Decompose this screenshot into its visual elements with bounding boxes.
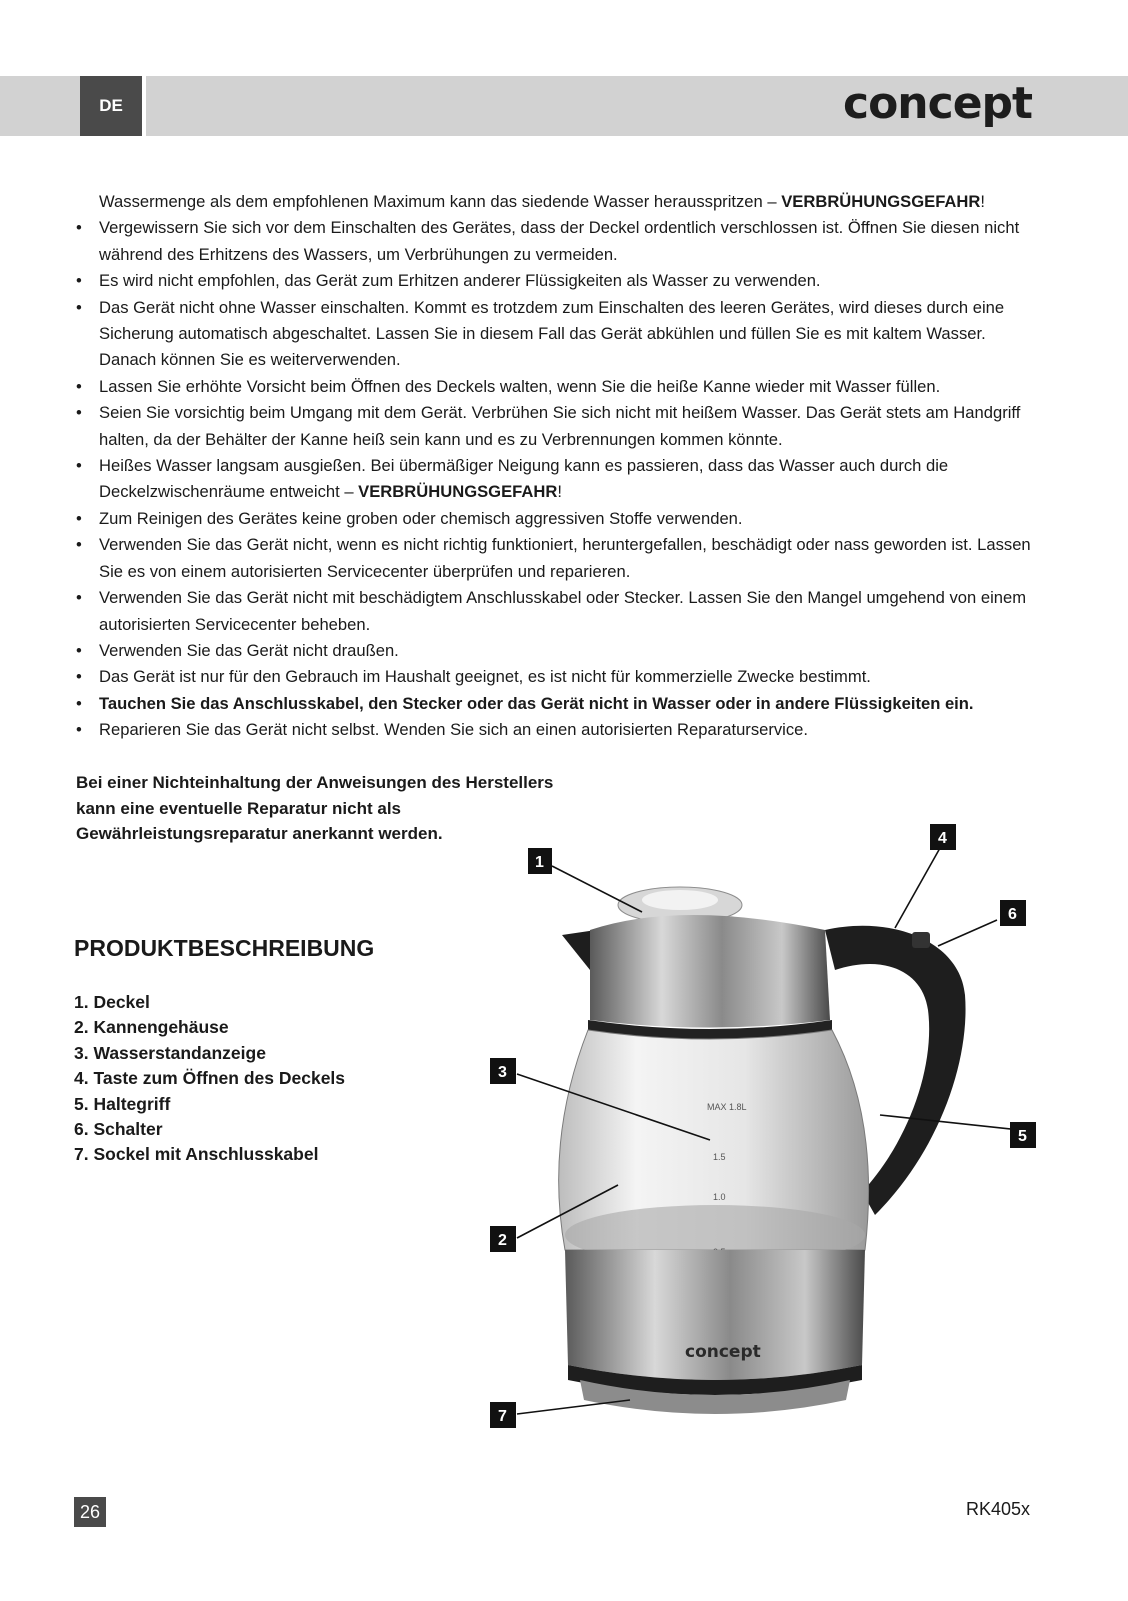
bullet-marker: • bbox=[76, 640, 82, 660]
bullet-marker: • bbox=[76, 297, 82, 317]
text-run: ! bbox=[980, 192, 985, 211]
bullet-item bbox=[76, 374, 1036, 400]
bullet-item bbox=[76, 532, 1036, 585]
callout-5: 5 bbox=[1018, 1128, 1027, 1145]
divider bbox=[142, 76, 146, 136]
bullet-marker: • bbox=[76, 508, 82, 528]
emphasis-text: VERBRÜHUNGSGEFAHR bbox=[781, 192, 981, 211]
bullet-item bbox=[76, 268, 1036, 294]
emphasis-text: Tauchen Sie das Anschlusskabel, den Stecker oder das Gerät nicht in Wasser oder in andere Flüssigkeiten ein. bbox=[99, 693, 974, 713]
paragraph bbox=[76, 189, 1036, 215]
top-collar bbox=[590, 915, 830, 1028]
callout-1: 1 bbox=[535, 854, 544, 871]
text-run: ! bbox=[557, 482, 562, 502]
part-item: 2. Kannengehäuse bbox=[74, 1017, 229, 1038]
text-run: Das Gerät ist nur für den Gebrauch im Haushalt geeignet, es ist nicht für kommerzielle Zwecke bestimmt. bbox=[99, 667, 871, 687]
bullet-item bbox=[76, 400, 1036, 453]
callout-2: 2 bbox=[498, 1232, 507, 1249]
bullet-item bbox=[76, 664, 1036, 690]
bullet-marker: • bbox=[76, 667, 82, 687]
text-run: Zum Reinigen des Gerätes keine groben oder chemisch aggressiven Stoffe verwenden. bbox=[99, 508, 743, 528]
text-run: Wassermenge als dem empfohlenen Maximum kann das siedende Wasser herausspritzen – bbox=[99, 192, 782, 211]
kettle-illustration bbox=[470, 820, 1070, 1440]
bullet-marker: • bbox=[76, 403, 82, 423]
section-title: PRODUKTBESCHREIBUNG bbox=[74, 935, 375, 961]
kettle-brand: concept bbox=[685, 1342, 761, 1362]
notice-line: kann eine eventuelle Reparatur nicht als bbox=[76, 798, 402, 818]
bullet-item bbox=[76, 295, 1036, 374]
bullet-marker: • bbox=[76, 588, 82, 608]
callout-6: 6 bbox=[1008, 906, 1017, 923]
part-item: 6. Schalter bbox=[74, 1119, 163, 1140]
text-run: Heißes Wasser langsam ausgießen. Bei übermäßiger Neigung kann es passieren, dass das Wasser auch durch die Deckelzwischenräume entweicht – bbox=[99, 456, 949, 502]
scale-mark: 1.0 bbox=[713, 1192, 726, 1202]
part-item: 4. Taste zum Öffnen des Deckels bbox=[74, 1068, 346, 1089]
bullet-marker: • bbox=[76, 218, 82, 238]
text-run: Reparieren Sie das Gerät nicht selbst. Wenden Sie sich an einen autorisierten Reparaturservice. bbox=[99, 720, 808, 740]
scale-mark: 1.5 bbox=[713, 1152, 726, 1162]
part-item: 3. Wasserstandanzeige bbox=[74, 1042, 266, 1063]
bullet-item bbox=[76, 691, 1036, 717]
text-run: Verwenden Sie das Gerät nicht mit beschädigtem Anschlusskabel oder Stecker. Lassen Sie den Mangel umgehend von einem autorisierten Servicecenter beheben. bbox=[99, 588, 1027, 634]
text-run: Das Gerät nicht ohne Wasser einschalten. Kommt es trotzdem zum Einschalten des leeren Gerätes, wird dieses durch eine Sicherung automatisch abgeschaltet. Lassen Sie in diesem Fall das Gerät abkühlen und füllen Sie es mit kaltem Wasser. Danach können Sie es weiterverwenden. bbox=[99, 297, 1005, 370]
text-run: Verwenden Sie das Gerät nicht draußen. bbox=[99, 640, 399, 660]
bullet-marker: • bbox=[76, 693, 82, 713]
bullet-item bbox=[76, 585, 1036, 638]
bullet-item bbox=[76, 215, 1036, 268]
callout-3: 3 bbox=[498, 1064, 507, 1081]
bullet-marker: • bbox=[76, 535, 82, 555]
bullet-marker: • bbox=[76, 456, 82, 476]
emphasis-text: VERBRÜHUNGSGEFAHR bbox=[358, 482, 558, 502]
callout-4: 4 bbox=[938, 830, 947, 847]
callout-7: 7 bbox=[498, 1408, 507, 1425]
bullet-item bbox=[76, 506, 1036, 532]
parts-list bbox=[74, 990, 345, 1168]
brand-logo: concept bbox=[843, 78, 1033, 129]
page-number: 26 bbox=[74, 1497, 106, 1527]
bullet-item bbox=[76, 638, 1036, 664]
language-badge: DE bbox=[80, 76, 142, 136]
text-run: Verwenden Sie das Gerät nicht, wenn es nicht richtig funktioniert, heruntergefallen, beschädigt oder nass geworden ist. Lassen Sie es von einem autorisierten Servicecenter überprüfen und reparieren. bbox=[99, 535, 1031, 581]
part-item: 5. Haltegriff bbox=[74, 1093, 171, 1114]
bullet-item bbox=[76, 453, 1036, 506]
text-run: Lassen Sie erhöhte Vorsicht beim Öffnen des Deckels walten, wenn Sie die heiße Kanne wieder mit Wasser füllen. bbox=[99, 376, 941, 396]
switch-shape bbox=[912, 932, 930, 948]
text-run: Vergewissern Sie sich vor dem Einschalten des Gerätes, dass der Deckel ordentlich verschlossen ist. Öffnen Sie diesen nicht während des Erhitzens des Wassers, um Verbrühungen zu vermeiden. bbox=[99, 218, 1020, 264]
part-item: 1. Deckel bbox=[74, 992, 150, 1012]
bullet-marker: • bbox=[76, 720, 82, 740]
model-number: RK405x bbox=[965, 1499, 1030, 1519]
part-item: 7. Sockel mit Anschlusskabel bbox=[74, 1144, 319, 1165]
bullet-item bbox=[76, 717, 1036, 743]
safety-instructions bbox=[76, 189, 1036, 744]
scale-mark: MAX 1.8L bbox=[707, 1102, 747, 1112]
bullet-marker: • bbox=[76, 271, 82, 291]
text-run: Seien Sie vorsichtig beim Umgang mit dem Gerät. Verbrühen Sie sich nicht mit heißem Wasser. Das Gerät stets am Handgriff halten, da der Behälter der Kanne heiß sein kann und es zu Verbrennungen kommen könnte. bbox=[99, 403, 1021, 449]
bullet-marker: • bbox=[76, 376, 82, 396]
notice-line: Bei einer Nichteinhaltung der Anweisungen des Herstellers bbox=[76, 773, 554, 792]
text-run: Es wird nicht empfohlen, das Gerät zum Erhitzen anderer Flüssigkeiten als Wasser zu verwenden. bbox=[99, 271, 821, 291]
notice-line: Gewährleistungsreparatur anerkannt werden. bbox=[76, 824, 443, 843]
